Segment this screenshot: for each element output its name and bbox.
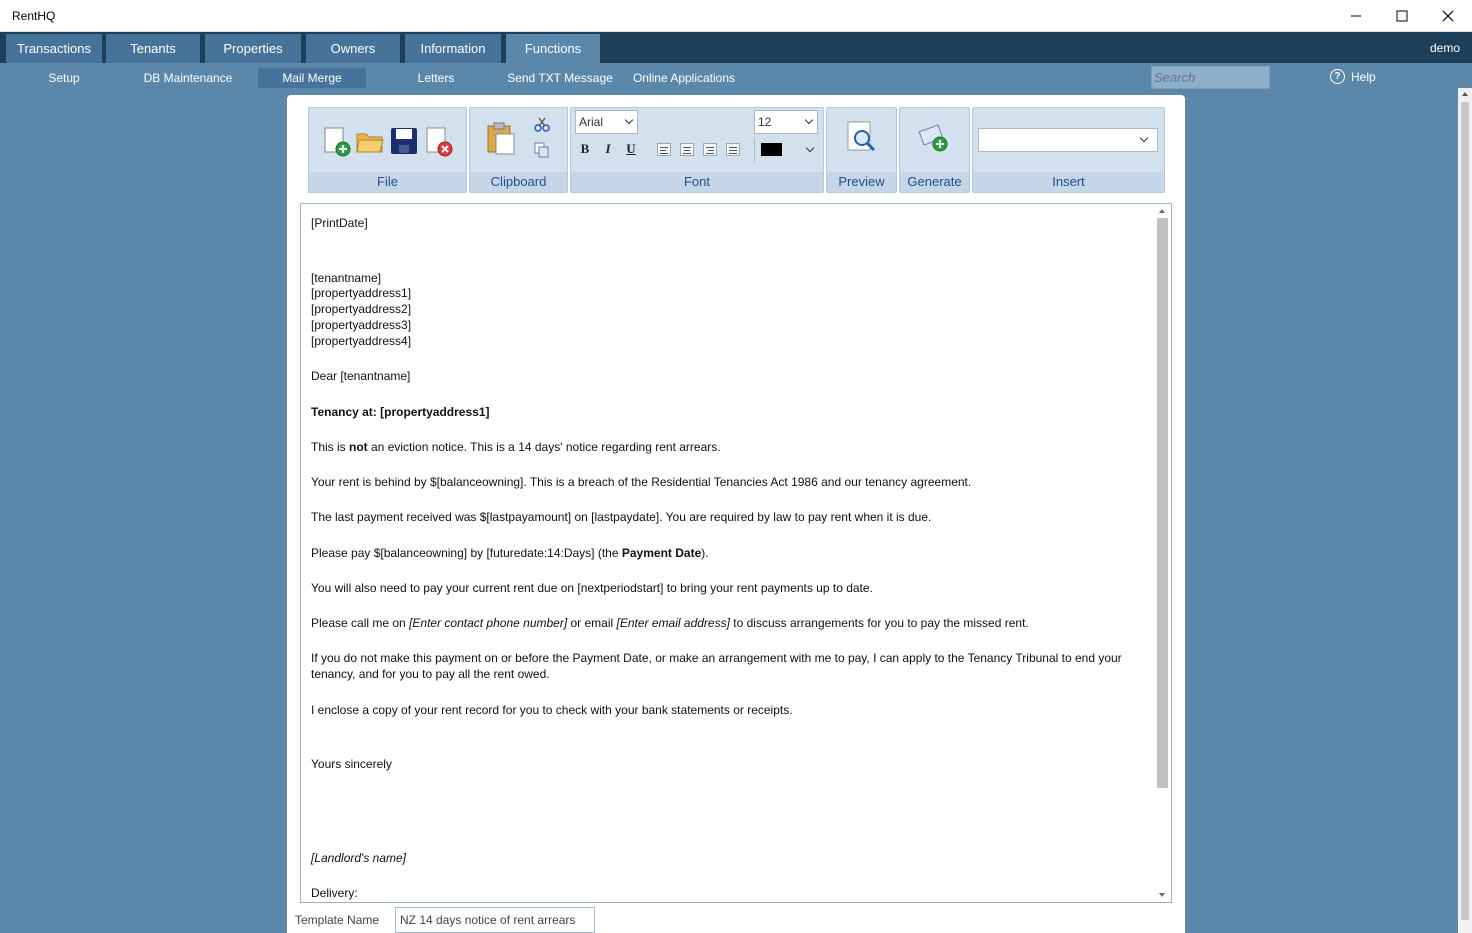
paste-button[interactable]	[486, 122, 516, 159]
font-name-value: Arial	[579, 115, 604, 129]
tab-properties[interactable]: Properties	[205, 34, 301, 63]
generate-group	[899, 107, 970, 193]
font-color-select[interactable]	[754, 138, 818, 162]
p1-text-bold: not	[349, 440, 368, 454]
scroll-up-icon[interactable]	[1159, 209, 1165, 213]
tab-owners[interactable]: Owners	[306, 34, 400, 63]
paragraph-3: The last payment received was $[lastpayamount] on [lastpaydate]. You are required by law to pay rent when it is due.	[311, 510, 932, 524]
font-size-select[interactable]	[754, 110, 818, 134]
scrollbar-thumb[interactable]	[1157, 218, 1168, 788]
property-address-2-field: [propertyaddress2]	[311, 302, 412, 316]
property-address-4-field: [propertyaddress4]	[311, 334, 412, 348]
generate-button[interactable]	[918, 120, 952, 157]
open-button[interactable]	[355, 128, 385, 159]
underline-button[interactable]: U	[626, 141, 636, 156]
paragraph-8: I enclose a copy of your rent record for you to check with your bank statements or receipts.	[311, 703, 793, 717]
font-group	[570, 107, 824, 193]
landlord-name-placeholder: [Landlord's name]	[311, 851, 407, 865]
tenancy-heading: Tenancy at: [propertyaddress1]	[311, 405, 490, 419]
tab-transactions[interactable]: Transactions	[6, 34, 102, 63]
paste-icon	[486, 122, 516, 156]
generate-group-label: Generate	[900, 172, 969, 192]
align-justify-button[interactable]	[726, 143, 740, 156]
clipboard-group-label: Clipboard	[470, 172, 567, 192]
page-scrollbar[interactable]	[1458, 88, 1472, 933]
paragraph-1	[311, 440, 721, 454]
p6-text-c: or email	[567, 616, 617, 630]
subtab-online-applications[interactable]: Online Applications	[632, 71, 736, 85]
delete-icon	[423, 126, 455, 158]
help-label: Help	[1351, 69, 1376, 84]
template-name-input[interactable]: NZ 14 days notice of rent arrears	[395, 907, 595, 933]
chevron-down-icon	[806, 144, 814, 152]
insert-group-label: Insert	[973, 172, 1164, 192]
new-document-button[interactable]	[321, 126, 353, 161]
page-scrollbar-thumb[interactable]	[1461, 102, 1469, 920]
user-name[interactable]: demo	[1429, 41, 1460, 55]
chevron-down-icon	[805, 116, 813, 124]
tab-functions[interactable]: Functions	[506, 34, 600, 63]
italic-button[interactable]: I	[605, 141, 611, 156]
p4-text-c: ).	[701, 546, 709, 560]
p6-email-placeholder: [Enter email address]	[616, 616, 730, 630]
p6-phone-placeholder: [Enter contact phone number]	[409, 616, 568, 630]
paragraph-5: You will also need to pay your current rent due on [nextperiodstart] to bring your rent payments up to date.	[311, 581, 873, 595]
main-tab-bar	[0, 32, 1472, 63]
close-icon	[1442, 10, 1454, 22]
bold-button[interactable]: B	[580, 141, 590, 156]
property-address-1-field: [propertyaddress1]	[311, 286, 412, 300]
scissors-icon	[534, 116, 550, 132]
p4-text-a: Please pay $[balanceowning] by [futuredate:14:Days] (the	[311, 546, 622, 560]
open-folder-icon	[355, 128, 385, 156]
paragraph-2: Your rent is behind by $[balanceowning]. This is a breach of the Residential Tenancies Act 1986 and our tenancy agreement.	[311, 475, 972, 489]
help-button[interactable]	[1330, 69, 1376, 84]
template-name-label: Template Name	[295, 913, 380, 927]
paragraph-4	[311, 546, 709, 560]
tab-information[interactable]: Information	[405, 34, 501, 63]
tab-tenants[interactable]: Tenants	[106, 34, 200, 63]
p1-text-c: an eviction notice. This is a 14 days' notice regarding rent arrears.	[367, 440, 721, 454]
chevron-down-icon	[1140, 134, 1148, 142]
p6-text-e: to discuss arrangements for you to pay the missed rent.	[729, 616, 1029, 630]
preview-group-label: Preview	[827, 172, 896, 192]
subtab-send-txt-message[interactable]: Send TXT Message	[507, 71, 613, 85]
salutation: Dear [tenantname]	[311, 369, 411, 383]
preview-icon	[846, 120, 878, 154]
new-document-icon	[321, 126, 353, 158]
document-editor[interactable]	[300, 203, 1172, 903]
print-date-field: [PrintDate]	[311, 216, 368, 230]
preview-button[interactable]	[846, 120, 878, 157]
property-address-3-field: [propertyaddress3]	[311, 318, 412, 332]
document-scrollbar[interactable]	[1156, 206, 1169, 900]
scroll-down-icon[interactable]	[1159, 893, 1165, 897]
title-bar	[0, 0, 1472, 32]
cut-button[interactable]	[534, 116, 550, 135]
window-title: RentHQ	[12, 9, 56, 23]
font-name-select[interactable]	[575, 110, 638, 134]
save-icon	[389, 126, 419, 156]
delivery-line: Delivery:	[311, 886, 358, 900]
paragraph-7: If you do not make this payment on or before the Payment Date, or make an arrangement with me to pay, I can apply to the Tenancy Tribunal to end your tenancy, and for you to pay all the rent owed.	[311, 651, 1122, 681]
clipboard-group	[469, 107, 568, 193]
page-scroll-up-icon[interactable]	[1462, 92, 1468, 96]
closing: Yours sincerely	[311, 757, 392, 771]
delete-button[interactable]	[423, 126, 455, 161]
search-input[interactable]: Search	[1151, 66, 1270, 89]
font-size-value: 12	[758, 115, 772, 129]
font-group-label: Font	[571, 172, 823, 192]
align-left-button[interactable]	[657, 143, 671, 156]
maximize-icon	[1396, 10, 1408, 22]
subtab-setup[interactable]: Setup	[48, 71, 80, 85]
p1-text-a: This is	[311, 440, 350, 454]
p4-text-bold: Payment Date	[621, 546, 702, 560]
subtab-db-maintenance[interactable]: DB Maintenance	[143, 71, 233, 85]
insert-group	[972, 107, 1165, 193]
copy-icon	[534, 142, 550, 158]
align-right-button[interactable]	[703, 143, 717, 156]
file-group	[308, 107, 467, 193]
align-center-button[interactable]	[680, 143, 694, 156]
insert-field-select[interactable]	[978, 128, 1158, 152]
close-button[interactable]	[1425, 0, 1471, 32]
minimize-button[interactable]	[1333, 0, 1379, 32]
tenant-name-field: [tenantname]	[311, 271, 382, 285]
p6-text-a: Please call me on	[311, 616, 410, 630]
help-icon: ?	[1330, 69, 1345, 84]
preview-group	[826, 107, 897, 193]
chevron-down-icon	[625, 116, 633, 124]
maximize-button[interactable]	[1379, 0, 1425, 32]
copy-button[interactable]	[534, 142, 550, 161]
subtab-mail-merge[interactable]: Mail Merge	[258, 68, 366, 88]
mail-merge-panel	[287, 95, 1185, 933]
font-color-swatch	[761, 143, 782, 156]
subtab-letters[interactable]: Letters	[417, 71, 455, 85]
paragraph-6	[311, 616, 1029, 630]
minimize-icon	[1350, 10, 1362, 22]
sub-tab-bar	[0, 63, 1472, 93]
generate-icon	[918, 120, 952, 154]
file-group-label: File	[309, 172, 466, 192]
save-button[interactable]	[389, 126, 419, 159]
